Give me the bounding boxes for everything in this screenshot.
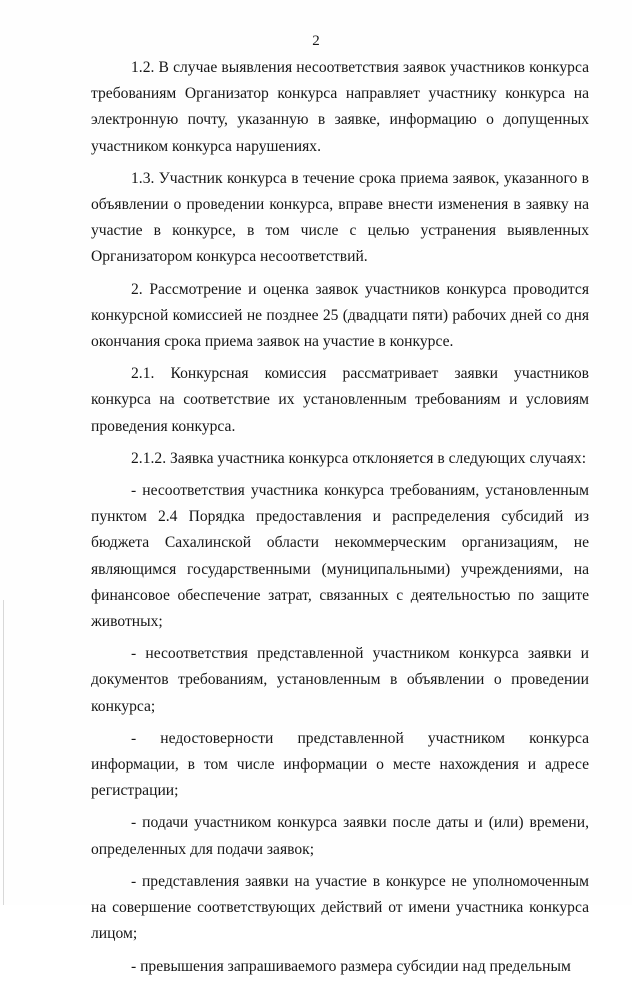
paragraph-1-3: 1.3. Участник конкурса в течение срока приема заявок, указанного в объявлении о проведении конкурса, вправе внести изменения в заявку на участие в конкурсе, в том числе с целью устранения выявленных Организатором конкурса несоответствий. — [91, 169, 589, 266]
list-item-documents: - несоответствия представленной участником конкурса заявки и документов требованиям, установленным в объявлении о проведении конкурса; — [91, 645, 589, 715]
paragraph-2: 2. Рассмотрение и оценка заявок участников конкурса проводится конкурсной комиссией не позднее 25 (двадцати пяти) рабочих дней со дня окончания срока приема заявок на участие в конкурсе. — [91, 280, 589, 351]
list-item-authority: - представления заявки на участие в конкурсе не уполномоченным на совершение соответствующих действий от имени участника конкурса лицом; — [91, 872, 589, 943]
list-item-requirements: - несоответствия участника конкурса требованиям, установленным пунктом 2.4 Порядка предоставления и распределения субсидий из бюджета Сахалинской области некоммерческим организациям, не являющимся государственными (муниципальными) учреждениями, на финансовое обеспечение затрат, связанных с деятельностью по защите животных; — [91, 482, 589, 631]
list-item-subsidy-limit: - превышения запрашиваемого размера субсидии над предельным — [131, 957, 571, 975]
paragraph-1-2: 1.2. В случае выявления несоответствия заявок участников конкурса требованиям Организатор конкурса направляет участнику конкурса на электронную почту, указанную в заявке, информацию о допущенных участником конкурса нарушениях. — [91, 59, 589, 155]
document-body — [91, 55, 589, 986]
list-item-information: - недостоверности представленной участником конкурса информации, в том числе информации о месте нахождения и адресе регистрации; — [91, 729, 589, 800]
paragraph-2-1-2: 2.1.2. Заявка участника конкурса отклоняется в следующих случаях: — [131, 449, 587, 467]
paragraph-2-1: 2.1. Конкурсная комиссия рассматривает заявки участников конкурса на соответствие их установленным требованиям и условиям проведения конкурса. — [91, 365, 589, 435]
page-number: 2 — [312, 33, 320, 49]
list-item-deadline: - подачи участником конкурса заявки после даты и (или) времени, определенных для подачи заявок; — [91, 814, 589, 858]
scan-edge-line — [3, 600, 4, 905]
